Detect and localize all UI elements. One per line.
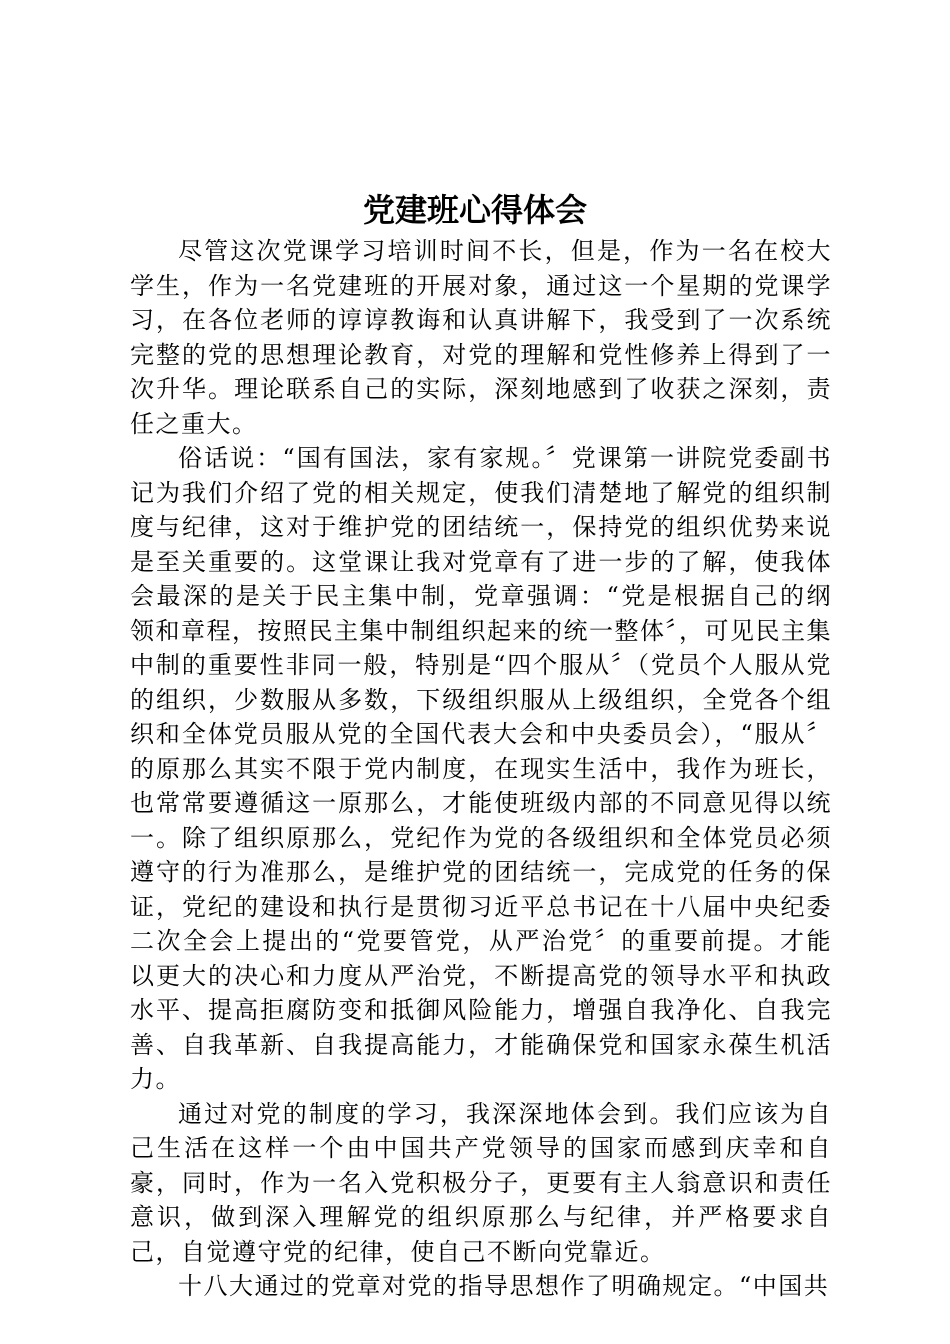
paragraph: 尽管这次党课学习培训时间不长，但是，作为一名在校大学生，作为一名党建班的开展对象，通过这一个星期的党课学习，在各位老师的谆谆教诲和认真讲解下，我受到了一次系统完整的党的思想理论教育，对党的理解和党性修养上得到了一次升华。理论联系自己的实际，深刻地感到了收获之深刻，责任之重大。 [130, 237, 832, 438]
paragraph: 通过对党的制度的学习，我深深地体会到。我们应该为自己生活在这样一个由中国共产党领导的国家而感到庆幸和自豪，同时，作为一名入党积极分子，更要有主人翁意识和责任意识，做到深入理解党的组织原那么与纪律，并严格要求自己，自觉遵守党的纪律，使自己不断向党靠近。 [130, 1099, 832, 1266]
document-body [130, 234, 832, 1304]
paragraph: 俗话说：“国有国法，家有家规。〞党课第一讲院党委副书记为我们介绍了党的相关规定，使我们清楚地了解党的组织制度与纪律，这对于维护党的团结统一，保持党的组织优势来说是至关重要的。这堂课让我对党章有了进一步的了解，使我体会最深的是关于民主集中制，党章强调：“党是根据自己的纲领和章程，按照民主集中制组织起来的统一整体〞，可见民主集中制的重要性非同一般，特别是“四个服从〞（党员个人服从党的组织，少数服从多数，下级组织服从上级组织，全党各个组织和全体党员服从党的全国代表大会和中央委员会），“服从〞的原那么其实不限于党内制度，在现实生活中，我作为班长，也常常要遵循这一原那么，才能使班级内部的不同意见得以统一。除了组织原那么，党纪作为党的各级组织和全体党员必须遵守的行为准那么，是维护党的团结统一，完成党的任务的保证，党纪的建设和执行是贯彻习近平总书记在十八届中央纪委二次全会上提出的“党要管党，从严治党〞的重要前提。才能以更大的决心和力度从严治党，不断提高党的领导水平和执政水平、提高拒腐防变和抵御风险能力，增强自我净化、自我完善、自我革新、自我提高能力，才能确保党和国家永葆生机活力。 [130, 444, 832, 1093]
document-title: 党建班心得体会 [362, 191, 587, 229]
paragraph: 十八大通过的党章对党的指导思想作了明确规定。“中国共 [178, 1272, 830, 1300]
